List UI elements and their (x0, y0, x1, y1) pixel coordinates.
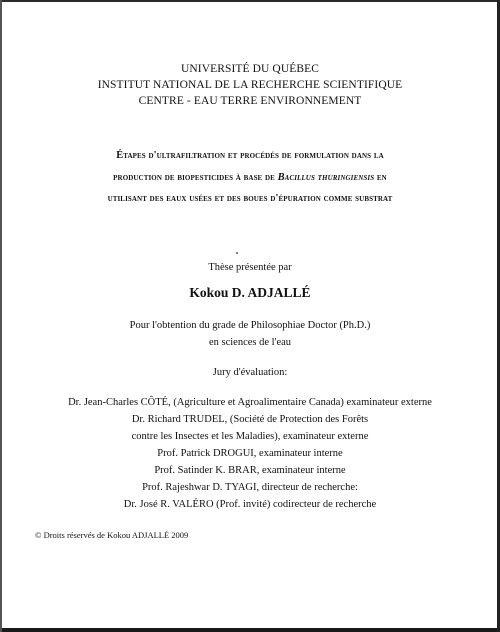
jury-member: Dr. José R. VALÉRO (Prof. invité) codirecteur de recherche (123, 499, 377, 510)
thesis-title-line-1: Étapes d'ultrafiltration et procédés de formulation dans la (116, 150, 384, 161)
title-line-2-end: en (374, 172, 387, 183)
degree-line-1: Pour l'obtention du grade de Philosophiae Doctor (Ph.D.) (129, 320, 371, 331)
institute-name: INSTITUT NATIONAL DE LA RECHERCHE SCIENTIFIQUE (97, 79, 403, 91)
centre-name: CENTRE - EAU TERRE ENVIRONNEMENT (138, 95, 362, 107)
title-species-name: Bacillus thuringiensis (277, 172, 375, 183)
jury-member: Prof. Rajeshwar D. TYAGI, directeur de recherche: (142, 482, 358, 493)
thesis-title-line-3: utilisant des eaux usées et des boues d'épuration comme substrat (107, 193, 393, 204)
scan-speck (236, 252, 238, 254)
jury-member: Dr. Jean-Charles CÔTÉ, (Agriculture et Agroalimentaire Canada) examinateur externe (68, 397, 432, 408)
thesis-title-line-2 (0, 172, 500, 183)
title-line-2-start: production de biopesticides à base de (113, 172, 278, 183)
university-name: UNIVERSITÉ DU QUÉBEC (180, 63, 320, 75)
degree-line-2: en sciences de l'eau (208, 337, 292, 348)
jury-member: Prof. Patrick DROGUI, examinateur interne (157, 448, 343, 459)
jury-member: Prof. Satinder K. BRAR, examinateur interne (154, 465, 346, 476)
presented-by: Thèse présentée par (208, 262, 292, 273)
jury-member: contre les Insectes et les Maladies), examinateur externe (131, 431, 369, 442)
jury-member: Dr. Richard TRUDEL, (Société de Protection des Forêts (131, 414, 369, 425)
jury-heading: Jury d'évaluation: (212, 367, 288, 378)
copyright-notice: © Droits réservés de Kokou ADJALLÉ 2009 (35, 530, 189, 540)
scan-border-bottom (0, 628, 500, 632)
author-name: Kokou D. ADJALLÉ (189, 285, 311, 300)
scan-border-top (0, 0, 500, 2)
